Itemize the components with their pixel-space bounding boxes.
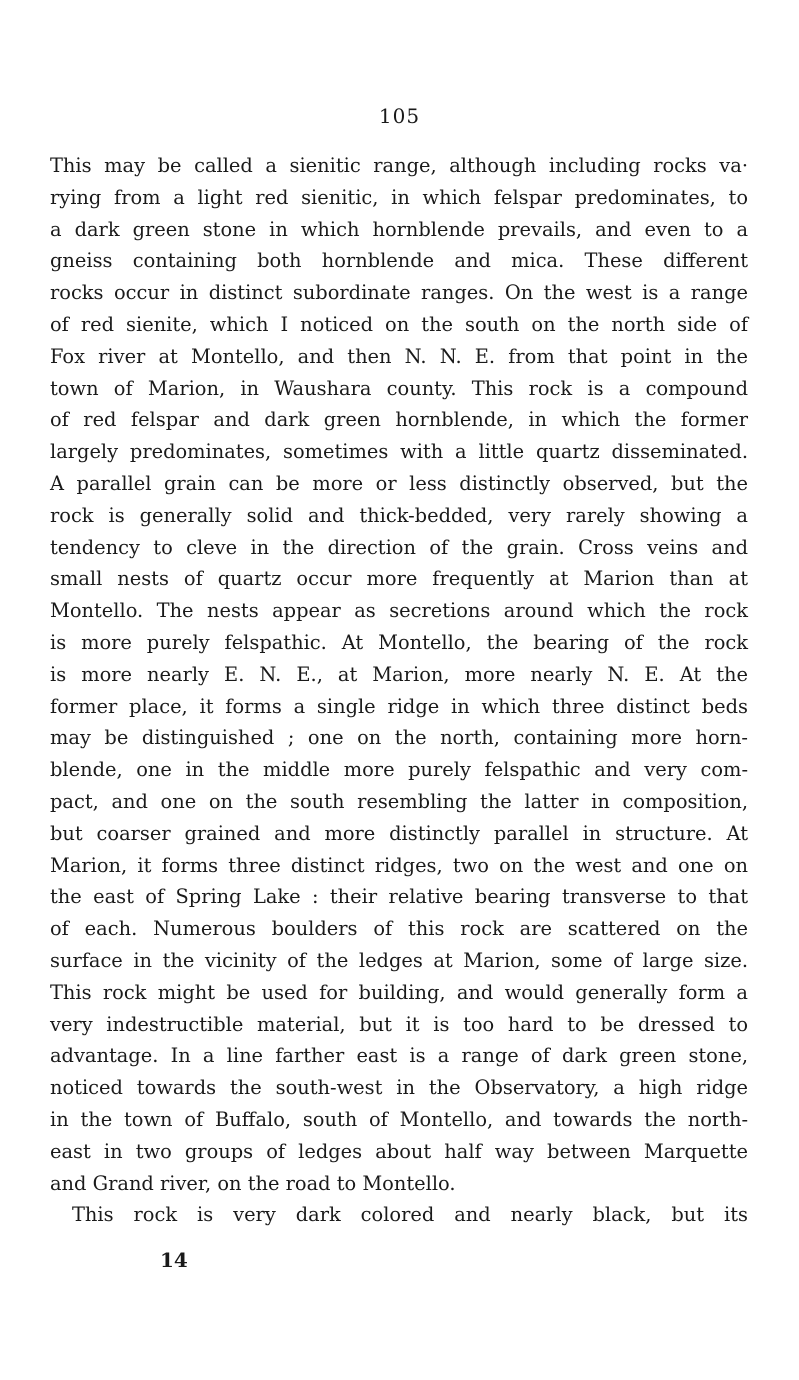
text-line: east in two groups of ledges about half way between Marquette (50, 1139, 748, 1163)
text-line: Marion, it forms three distinct ridges, two on the west and one on (50, 853, 748, 877)
body-text (50, 150, 748, 1231)
paragraph-start-line: This rock is very dark colored and nearly black, but its (72, 1203, 748, 1227)
text-line: of red felspar and dark green hornblende, in which the former (50, 408, 748, 432)
page-number: 105 (378, 104, 421, 128)
text-line: town of Marion, in Waushara county. This rock is a compound (50, 376, 748, 400)
paragraph-end-line: and Grand river, on the road to Montello. (50, 1171, 456, 1195)
text-line: advantage. In a line farther east is a range of dark green stone, (50, 1044, 748, 1068)
text-line: of red sienite, which I noticed on the south on the north side of (50, 312, 748, 336)
text-line: the east of Spring Lake : their relative bearing transverse to that (50, 885, 748, 909)
text-line: noticed towards the south-west in the Observatory, a high ridge (50, 1076, 748, 1100)
text-line: a dark green stone in which hornblende prevails, and even to a (50, 217, 748, 241)
text-line: in the town of Buffalo, south of Montello, and towards the north- (50, 1107, 748, 1131)
text-line: former place, it forms a single ridge in which three distinct beds (50, 694, 748, 718)
text-line: blende, one in the middle more purely felspathic and very com- (50, 758, 748, 782)
text-line: A parallel grain can be more or less distinctly observed, but the (50, 471, 748, 495)
text-line: rock is generally solid and thick-bedded, very rarely showing a (50, 503, 748, 527)
text-line: Fox river at Montello, and then N. N. E. from that point in the (50, 344, 748, 368)
text-line: largely predominates, sometimes with a little quartz disseminated. (50, 440, 748, 464)
text-line: rying from a light red sienitic, in which felspar predominates, to (50, 185, 748, 209)
text-line: surface in the vicinity of the ledges at Marion, some of large size. (50, 948, 748, 972)
text-line: This may be called a sienitic range, although including rocks va· (50, 154, 748, 177)
text-line: Montello. The nests appear as secretions around which the rock (50, 599, 748, 623)
text-line: but coarser grained and more distinctly parallel in structure. At (50, 821, 748, 845)
text-line: gneiss containing both hornblende and mica. These different (50, 249, 748, 273)
signature-mark: 14 (160, 1248, 188, 1272)
text-line: This rock might be used for building, and would generally form a (50, 980, 748, 1004)
text-line: pact, and one on the south resembling the latter in composition, (50, 789, 748, 813)
text-line: is more purely felspathic. At Montello, the bearing of the rock (50, 630, 748, 654)
text-line: small nests of quartz occur more frequently at Marion than at (50, 567, 748, 591)
text-line: rocks occur in distinct subordinate ranges. On the west is a range (50, 281, 748, 305)
text-line: of each. Numerous boulders of this rock are scattered on the (50, 917, 748, 941)
text-line: may be distinguished ; one on the north, containing more horn- (50, 726, 748, 750)
text-line: tendency to cleve in the direction of the grain. Cross veins and (50, 535, 748, 559)
text-line: very indestructible material, but it is too hard to be dressed to (50, 1012, 748, 1036)
text-line: is more nearly E. N. E., at Marion, more nearly N. E. At the (50, 662, 748, 686)
